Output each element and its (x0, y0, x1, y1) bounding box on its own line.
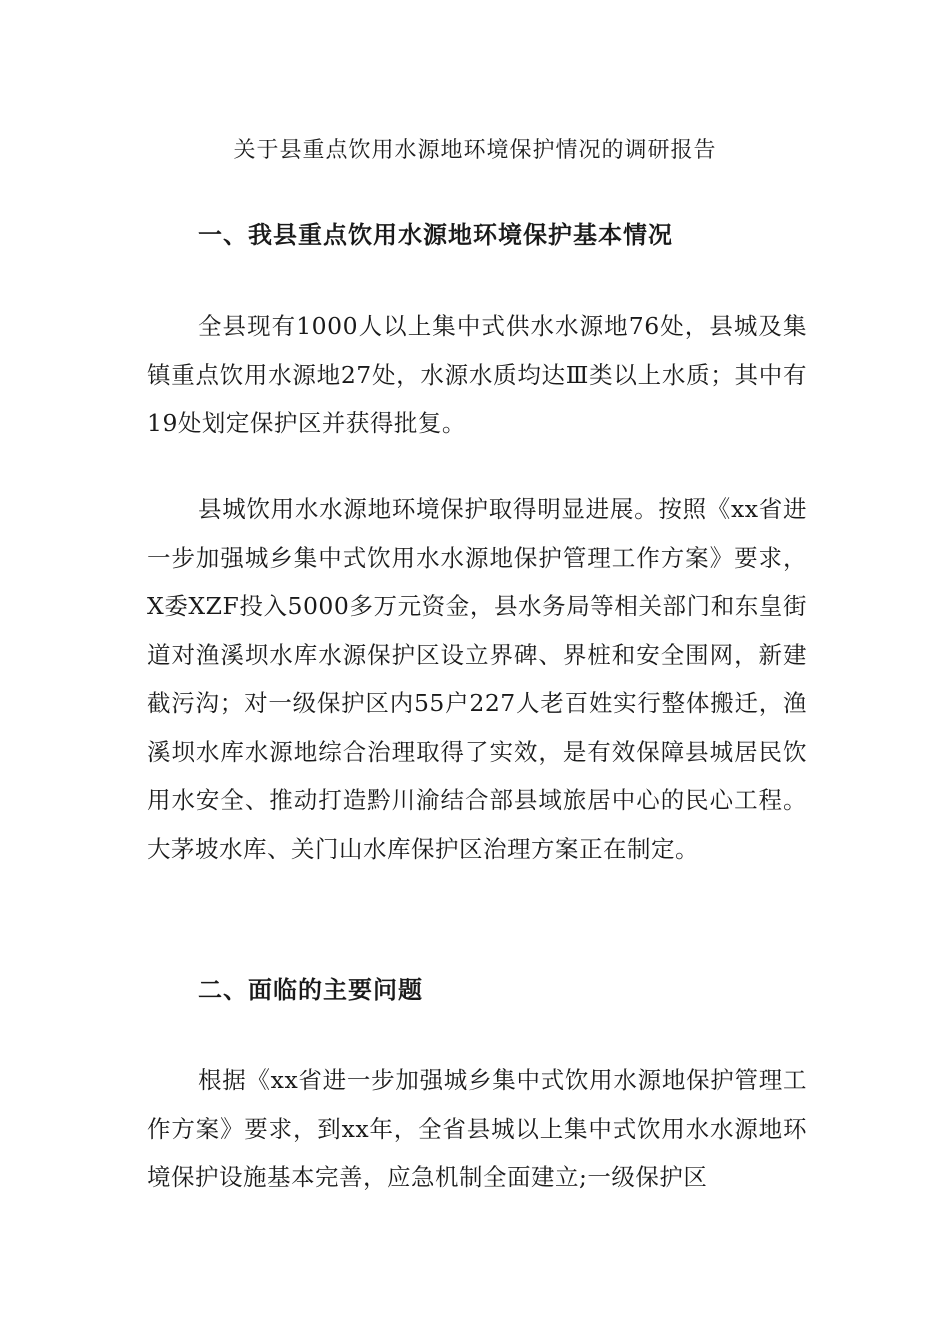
paragraph: 根据《xx省进一步加强城乡集中式饮用水源地保护管理工作方案》要求，到xx年，全省县城以上集中式饮用水水源地环境保护设施基本完善，应急机制全面建立;一级保护区 (147, 1066, 807, 1191)
document-title: 关于县重点饮用水源地环境保护情况的调研报告 (233, 138, 717, 163)
paragraph: 县城饮用水水源地环境保护取得明显进展。按照《xx省进一步加强城乡集中式饮用水水源地保护管理工作方案》要求，X委XZF投入5000多万元资金，县水务局等相关部门和东皇街道对渔溪坝水库水源保护区设立界碑、界桩和安全围网，新建截污沟；对一级保护区内55户227人老百姓实行整体搬迁，渔溪坝水库水源地综合治理取得了实效，是有效保障县城居民饮用水安全、推动打造黔川渝结合部县域旅居中心的民心工程。大茅坡水库、关门山水库保护区治理方案正在制定。 (147, 495, 807, 863)
section-heading-1: 一、我县重点饮用水源地环境保护基本情况 (198, 221, 673, 249)
section-heading-2: 二、面临的主要问题 (198, 976, 423, 1004)
paragraph: 全县现有1000人以上集中式供水水源地76处，县城及集镇重点饮用水源地27处，水源水质均达Ⅲ类以上水质；其中有19处划定保护区并获得批复。 (147, 312, 807, 437)
